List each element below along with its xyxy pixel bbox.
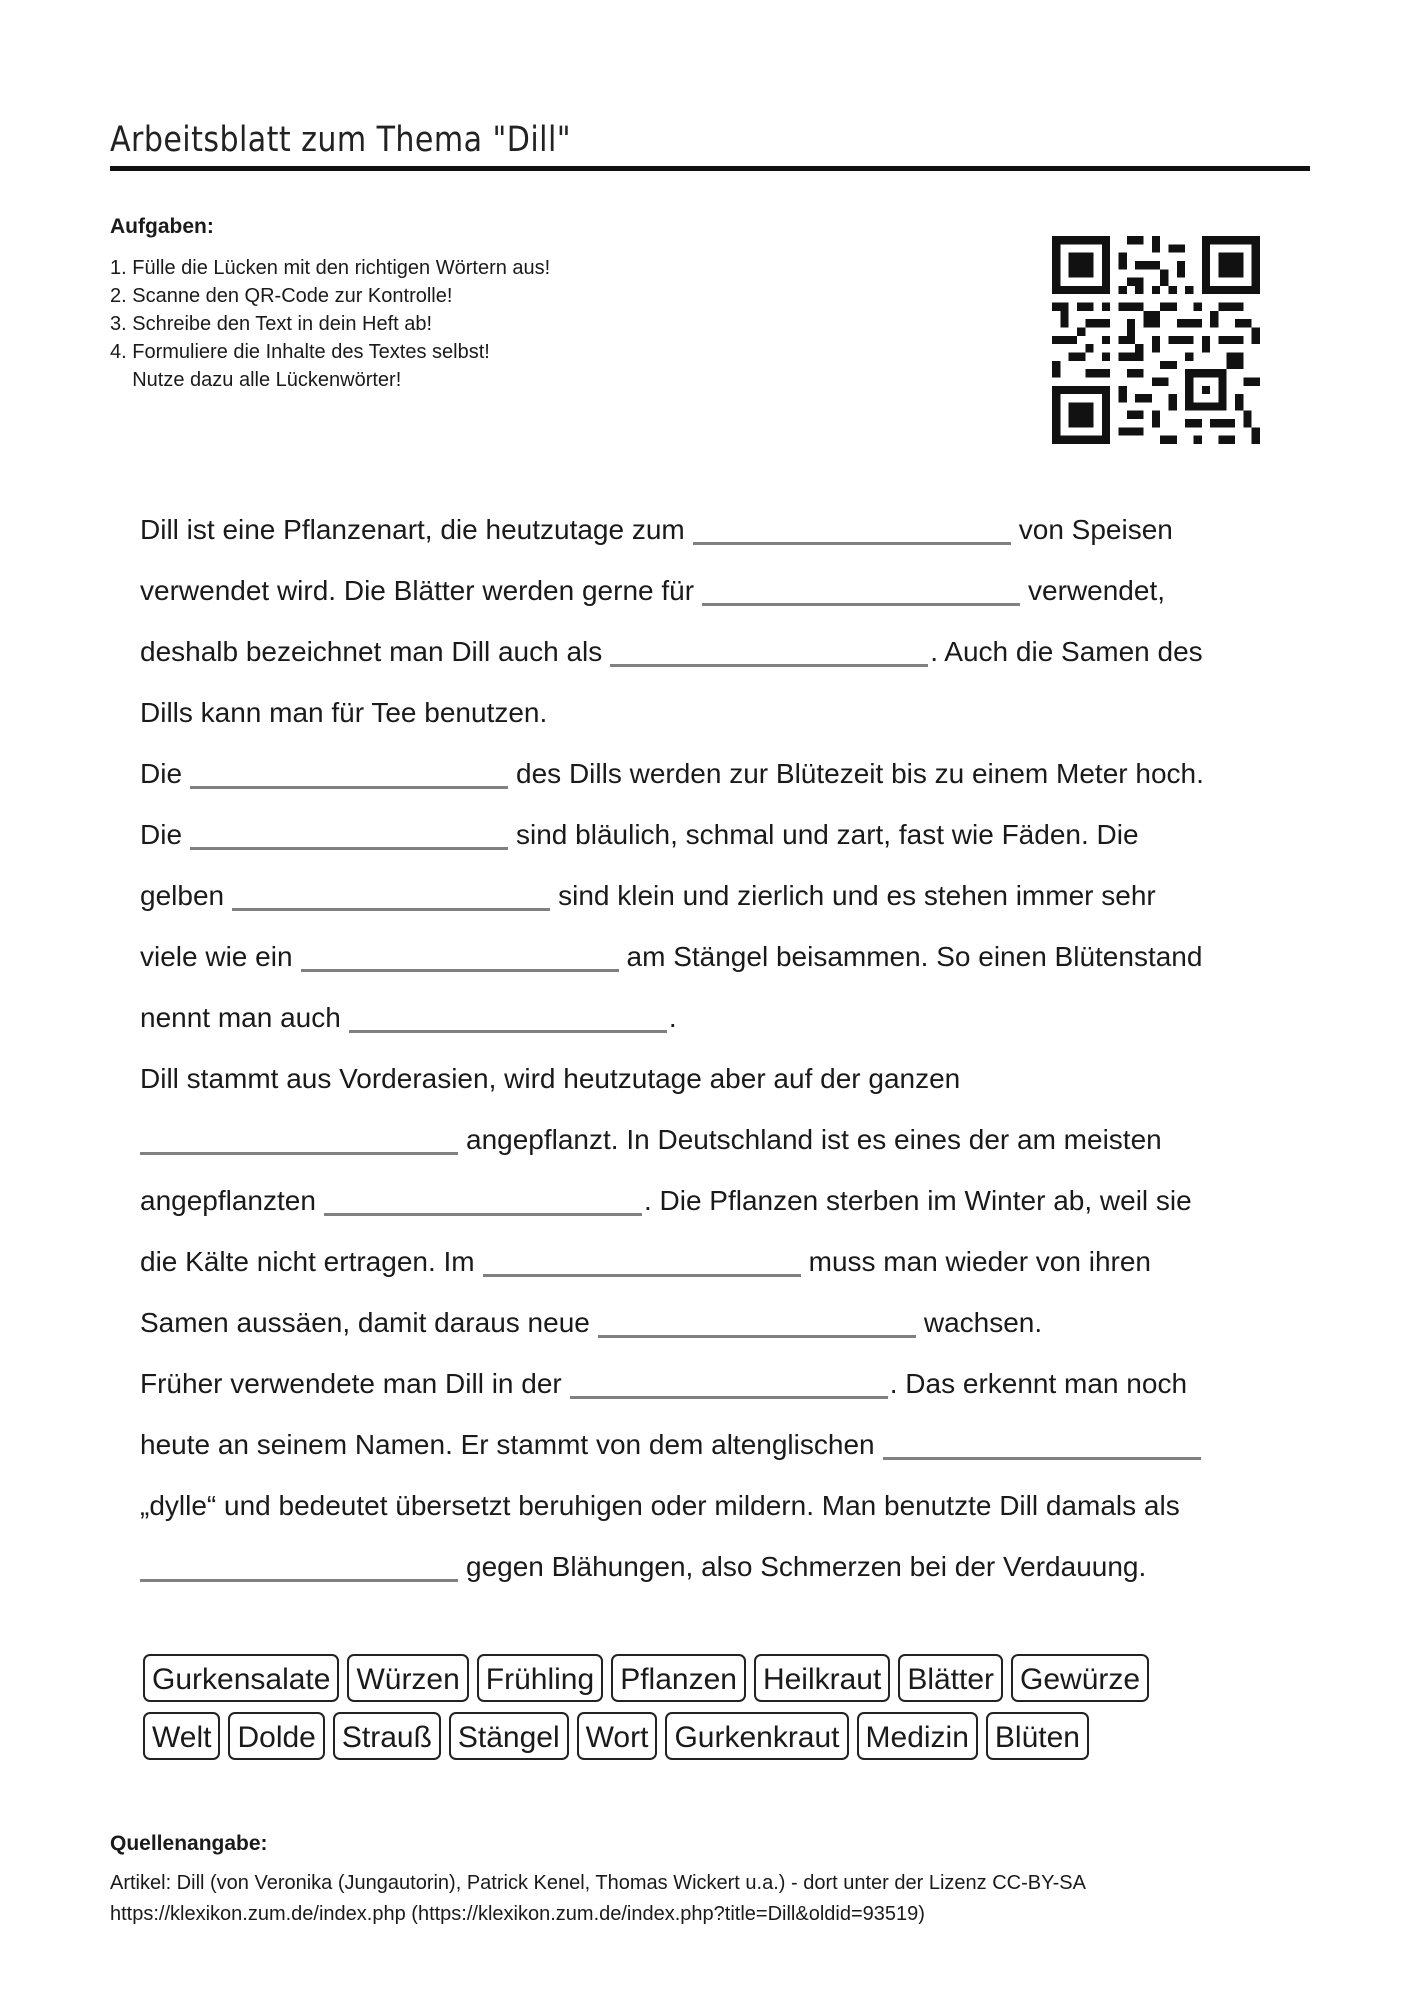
cloze-line: angepflanzten . Die Pflanzen sterben im Winter ab, weil sie	[140, 1185, 1192, 1216]
cloze-line: Die sind bläulich, schmal und zart, fast wie Fäden. Die	[140, 819, 1139, 850]
word-chip[interactable]: Gurkenkraut	[665, 1712, 848, 1760]
cloze-line: Dills kann man für Tee benutzen.	[140, 697, 548, 728]
blank-field[interactable]	[301, 969, 619, 972]
cloze-line: nennt man auch .	[140, 1002, 677, 1033]
task-item: Nutze dazu alle Lückenwörter!	[110, 369, 402, 391]
cloze-line: verwendet wird. Die Blätter werden gerne für verwendet,	[140, 575, 1166, 606]
blank-field[interactable]	[140, 1152, 458, 1155]
word-chip[interactable]: Gurkensalate	[143, 1654, 339, 1702]
source-article: Artikel: Dill (von Veronika (Jungautorin), Patrick Kenel, Thomas Wickert u.a.) - dort unter der Lizenz CC-BY-SA	[110, 1872, 1086, 1894]
qr-code-icon[interactable]	[1052, 236, 1260, 444]
blank-field[interactable]	[693, 542, 1011, 545]
cloze-line: „dylle“ und bedeutet übersetzt beruhigen oder mildern. Man benutzte Dill damals als	[140, 1490, 1180, 1521]
word-chip[interactable]: Stängel	[449, 1712, 569, 1760]
task-item: 3. Schreibe den Text in dein Heft ab!	[110, 313, 433, 335]
word-bank-row	[143, 1654, 1149, 1702]
word-bank	[143, 1654, 1149, 1770]
word-chip[interactable]: Gewürze	[1011, 1654, 1149, 1702]
blank-field[interactable]	[570, 1396, 888, 1399]
blank-field[interactable]	[702, 603, 1020, 606]
task-item: 2. Scanne den QR-Code zur Kontrolle!	[110, 285, 453, 307]
cloze-line: die Kälte nicht ertragen. Im muss man wieder von ihren	[140, 1246, 1151, 1277]
task-item: 4. Formuliere die Inhalte des Textes selbst!	[110, 341, 490, 363]
word-chip[interactable]: Blüten	[986, 1712, 1089, 1760]
word-chip[interactable]: Frühling	[477, 1654, 603, 1702]
word-bank-row	[143, 1712, 1149, 1760]
word-chip[interactable]: Dolde	[228, 1712, 324, 1760]
cloze-line: viele wie ein am Stängel beisammen. So einen Blütenstand	[140, 941, 1203, 972]
task-item: 1. Fülle die Lücken mit den richtigen Wörtern aus!	[110, 257, 551, 279]
page-title: Arbeitsblatt zum Thema "Dill"	[110, 120, 572, 160]
task-list	[110, 254, 550, 394]
blank-field[interactable]	[324, 1213, 642, 1216]
blank-field[interactable]	[610, 664, 928, 667]
blank-field[interactable]	[190, 847, 508, 850]
cloze-line: deshalb bezeichnet man Dill auch als . Auch die Samen des	[140, 636, 1203, 667]
cloze-line: Samen aussäen, damit daraus neue wachsen.	[140, 1307, 1043, 1338]
cloze-line: Früher verwendete man Dill in der . Das erkennt man noch	[140, 1368, 1188, 1399]
cloze-line: angepflanzt. In Deutschland ist es eines der am meisten	[140, 1120, 1162, 1160]
word-chip[interactable]: Blätter	[898, 1654, 1003, 1702]
blank-field[interactable]	[190, 786, 508, 789]
blank-field[interactable]	[598, 1335, 916, 1338]
blank-field[interactable]	[140, 1579, 458, 1582]
cloze-line: gegen Blähungen, also Schmerzen bei der Verdauung.	[140, 1547, 1146, 1587]
word-chip[interactable]: Würzen	[347, 1654, 468, 1702]
word-chip[interactable]: Welt	[143, 1712, 220, 1760]
word-chip[interactable]: Pflanzen	[611, 1654, 746, 1702]
word-chip[interactable]: Wort	[577, 1712, 658, 1760]
word-chip[interactable]: Medizin	[857, 1712, 978, 1760]
cloze-line: heute an seinem Namen. Er stammt von dem altenglischen	[140, 1425, 1209, 1465]
cloze-line: gelben sind klein und zierlich und es stehen immer sehr	[140, 880, 1156, 911]
blank-field[interactable]	[349, 1030, 667, 1033]
blank-field[interactable]	[232, 908, 550, 911]
blank-field[interactable]	[483, 1274, 801, 1277]
cloze-line: Die des Dills werden zur Blütezeit bis zu einem Meter hoch.	[140, 758, 1204, 789]
cloze-line: Dill stammt aus Vorderasien, wird heutzutage aber auf der ganzen	[140, 1063, 961, 1094]
title-divider	[110, 166, 1310, 171]
cloze-line: Dill ist eine Pflanzenart, die heutzutage zum von Speisen	[140, 514, 1173, 545]
word-chip[interactable]: Strauß	[333, 1712, 441, 1760]
source-link[interactable]: https://klexikon.zum.de/index.php (https://klexikon.zum.de/index.php?title=Dill&oldid=93519)	[110, 1903, 925, 1925]
blank-field[interactable]	[883, 1457, 1201, 1460]
tasks-heading: Aufgaben:	[110, 215, 214, 238]
source-heading: Quellenangabe:	[110, 1832, 268, 1855]
word-chip[interactable]: Heilkraut	[754, 1654, 890, 1702]
